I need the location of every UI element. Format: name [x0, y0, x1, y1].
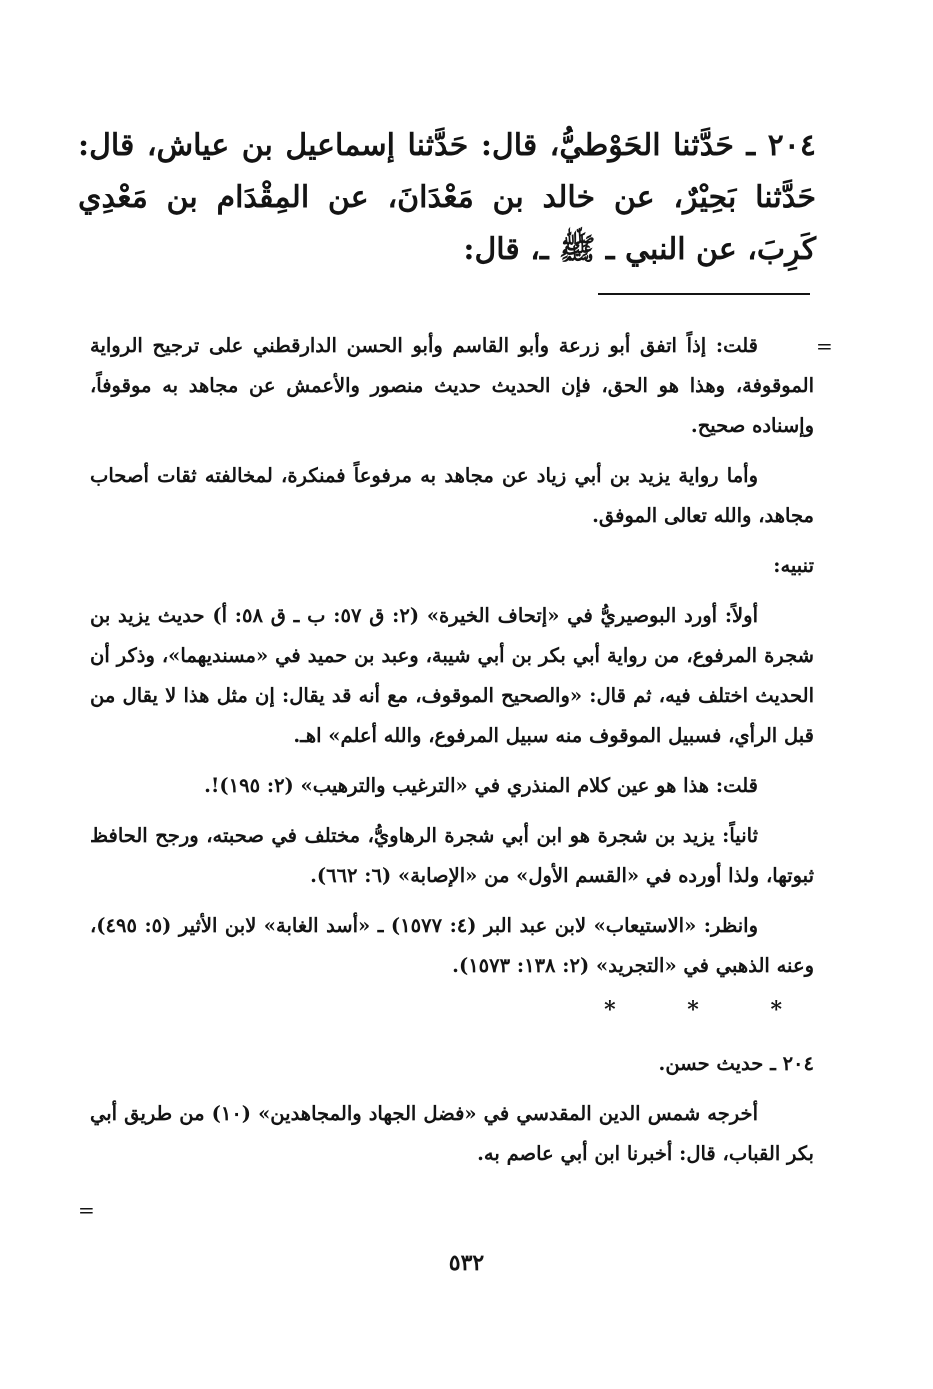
tanbih-paragraph-1: أولاً: أورد البوصيريُّ في «إتحاف الخيرة» (٢: ق ٥٧: ب ـ ق ٥٨: أ) حديث يزيد بن شجرة المرفوع، من رواية أبي بكر بن أبي شيبة، وعبد بن حميد في «مسنديهما»، وذكر أن الحديث اختلف فيه، ثم قال: «والصحيح الموقوف، مع أنه قد يقال: إن مثل هذا لا يقال من قبل الرأي، فسبيل الموقوف منه سبيل المرفوع، والله أعلم» اهـ. [90, 604, 814, 747]
hadith-number: ٢٠٤ [767, 128, 816, 163]
continuation-mark-top: = [816, 334, 833, 358]
hadith-text [78, 120, 816, 276]
takhrij-heading: ٢٠٤ ـ حديث حسن. [658, 1052, 814, 1075]
section-separator-stars [90, 990, 814, 1030]
continuation-mark-bottom: = [78, 1198, 95, 1222]
hadith-body: ـ حَدَّثنا الحَوْطيُّ، قال: حَدَّثنا إسماعيل بن عياش، قال: حَدَّثنا بَحِيْرٌ، عن خالد بن مَعْدَانَ، عن المِقْدَام بن مَعْدِي كَرِبَ، عن النبي ـ ﷺ ـ، قال: [78, 128, 816, 267]
tanbih-paragraph-2: قلت: هذا هو عين كلام المنذري في «الترغيب والترهيب» (٢: ١٩٥)!. [204, 774, 758, 797]
tanbih-paragraph-3: ثانياً: يزيد بن شجرة هو ابن أبي شجرة الرهاويُّ، مختلف في صحبته، ورجح الحافظ ثبوتها، ولذا أورده في «القسم الأول» من «الإصابة» (٦: ٦٦٢). [90, 824, 814, 887]
footnote-paragraph-1: قلت: إذاً اتفق أبو زرعة وأبو القاسم وأبو الحسن الدارقطني على ترجيح الرواية الموقوفة، وهذا هو الحق، فإن الحديث حديث منصور والأعمش عن مجاهد به موقوفاً، وإسناده صحيح. [90, 334, 814, 437]
footnote-paragraph-2: وأما رواية يزيد بن أبي زياد عن مجاهد به مرفوعاً فمنكرة، لمخالفته ثقات أصحاب مجاهد، والله تعالى الموفق. [90, 464, 814, 527]
tanbih-heading: تنبيه: [773, 554, 814, 577]
star-3: * [770, 997, 782, 1023]
footnotes [90, 326, 814, 1184]
takhrij-paragraph: أخرجه شمس الدين المقدسي في «فضل الجهاد والمجاهدين» (١٠) من طريق أبي بكر القباب، قال: أخبرنا ابن أبي عاصم به. [90, 1102, 814, 1165]
tanbih-paragraph-4: وانظر: «الاستيعاب» لابن عبد البر (٤: ١٥٧٧) ـ «أسد الغابة» لابن الأثير (٥: ٤٩٥)، وعنه الذهبي في «التجريد» (٢: ١٣٨: ١٥٧٣). [90, 914, 814, 977]
footnote-separator-line [598, 293, 810, 295]
star-2: * [687, 997, 699, 1023]
star-1: * [604, 997, 616, 1023]
page-number: ٥٣٢ [448, 1250, 485, 1276]
